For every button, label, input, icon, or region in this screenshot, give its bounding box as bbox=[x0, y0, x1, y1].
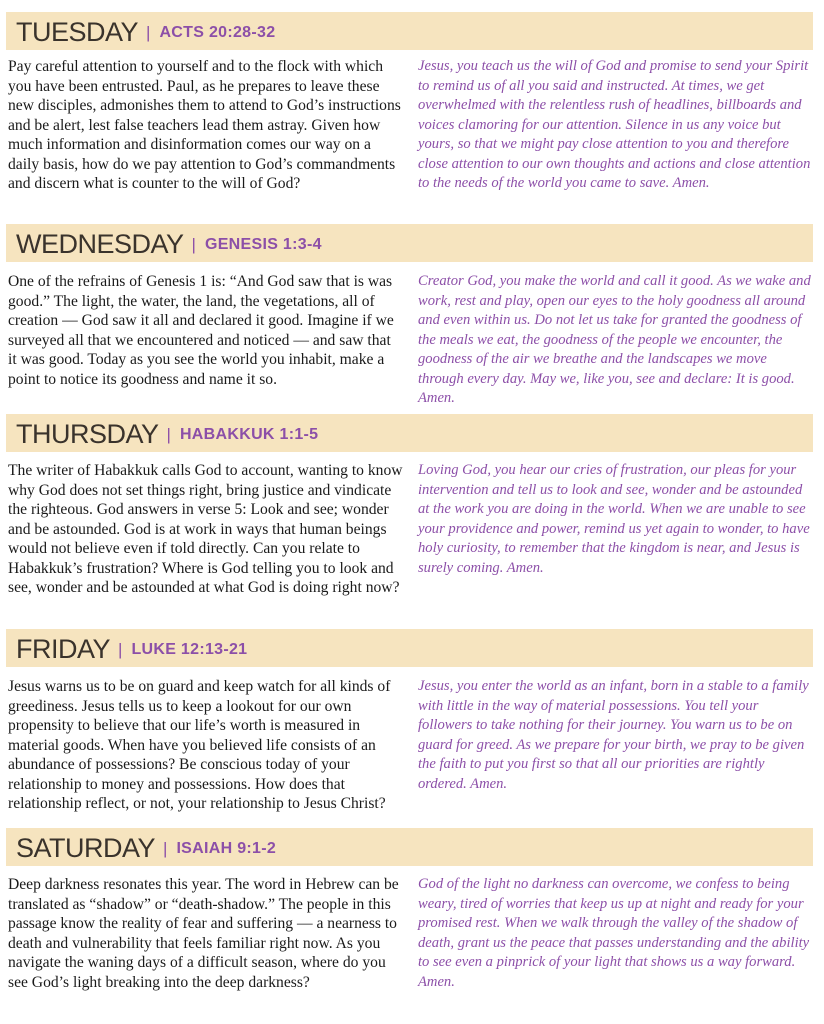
prayer-text: Jesus, you enter the world as an infant, born in a stable to a family with little in the way of material possessions. You tell your followers to take nothing for their journey. You warn us to be on guard for greed. As we prepare for your birth, we pray to be given the faith to put you first so that all our priorities are rightly ordered. Amen. bbox=[418, 678, 809, 792]
prayer-text: Jesus, you teach us the will of God and promise to send your Spirit to remind us of all you said and instructed. At times, we get overwhelmed with the relentless rush of headlines, billboards and voices clamoring for our attention. Silence in us any voice but yours, so that we might pay close attention to you and therefore close attention to our own thoughts and actions and close attention to the needs of the world you came to save. Amen. bbox=[418, 58, 811, 191]
prayer-text: Loving God, you hear our cries of frustration, our pleas for your intervention and tell us to look and see, wonder and be astounded at the work you are doing in the world. When we are unable to see your providence and power, remind us yet again to wonder, to have holy curiosity, to remember that the kingdom is near, and Jesus is surely coming. Amen. bbox=[418, 462, 810, 576]
scripture-reference: LUKE 12:13-21 bbox=[131, 640, 248, 658]
day-banner bbox=[6, 414, 813, 452]
divider: | bbox=[163, 838, 168, 858]
day-name: FRIDAY bbox=[16, 633, 111, 664]
divider: | bbox=[118, 639, 123, 659]
day-name: TUESDAY bbox=[16, 16, 139, 47]
scripture-reference: HABAKKUK 1:1-5 bbox=[179, 425, 319, 443]
reflection-text: Pay careful attention to yourself and to the flock with which you have been entrusted. Paul, as he prepares to leave these new disciples, admonishes them to attend to God’s instructions and be alert, lest false teachers lead them astray. Given how much information and disinformation comes our way on a daily basis, how do we pay attention to God’s commandments and discern what is counter to the will of God? bbox=[8, 58, 401, 192]
scripture-reference: GENESIS 1:3-4 bbox=[204, 235, 322, 253]
day-banner bbox=[6, 828, 813, 866]
prayer-text: God of the light no darkness can overcome, we confess to being weary, tired of worries that keep us up at night and ready for your promised rest. When we walk through the valley of the shadow of death, grant us the peace that passes understanding and the ability to see even a pinprick of your light that shows us a way forward. Amen. bbox=[418, 876, 810, 990]
day-banner bbox=[6, 12, 813, 50]
day-name: THURSDAY bbox=[16, 418, 159, 449]
reflection-text: One of the refrains of Genesis 1 is: “And God saw that is was good.” The light, the water, the land, the vegetations, all of creation — God saw it all and declared it good. Imagine if we surveyed all that we encountered and noticed — and saw that it was good. Today as you see the world you inhabit, make a point to notice its goodness and name it so. bbox=[8, 273, 394, 388]
reflection-text: Deep darkness resonates this year. The word in Hebrew can be translated as “shadow” or “death-shadow.” The people in this passage know the reality of fear and suffering — a nearness to death and vulnerability that feels familiar right now. As you navigate the waning days of a difficult season, where do you see God’s light breaking into the deep darkness? bbox=[8, 876, 399, 991]
day-name: WEDNESDAY bbox=[16, 228, 184, 259]
scripture-reference: ISAIAH 9:1-2 bbox=[176, 839, 277, 857]
divider: | bbox=[191, 234, 196, 254]
day-banner bbox=[6, 224, 813, 262]
day-name: SATURDAY bbox=[16, 832, 156, 863]
day-banner bbox=[6, 629, 813, 667]
scripture-reference: ACTS 20:28-32 bbox=[159, 23, 276, 41]
divider: | bbox=[166, 424, 171, 444]
divider: | bbox=[146, 22, 151, 42]
reflection-text: The writer of Habakkuk calls God to account, wanting to know why God does not set things right, bring justice and vindicate the righteous. God answers in verse 5: Look and see; wonder and be astounded. God is at work in ways that human beings would not believe even if told directly. Can you relate to Habakkuk’s frustration? Where is God telling you to look and see, wonder and be astounded at what God is doing right now? bbox=[8, 462, 403, 596]
prayer-text: Creator God, you make the world and call it good. As we wake and work, rest and play, open our eyes to the holy goodness all around and even within us. Do not let us take for granted the goodness of the meals we eat, the goodness of the people we encounter, the goodness of the air we breathe and the landscapes we move through every day. May we, like you, see and declare: It is good. Amen. bbox=[418, 273, 811, 406]
reflection-text: Jesus warns us to be on guard and keep watch for all kinds of greediness. Jesus tells us to keep a lookout for our own propensity to believe that our life’s worth is measured in material goods. When have you believed life consists of an abundance of possessions? Be conscious today of your relationship to money and possessions. How does that relationship reflect, or not, your relationship to Jesus Christ? bbox=[8, 678, 391, 812]
